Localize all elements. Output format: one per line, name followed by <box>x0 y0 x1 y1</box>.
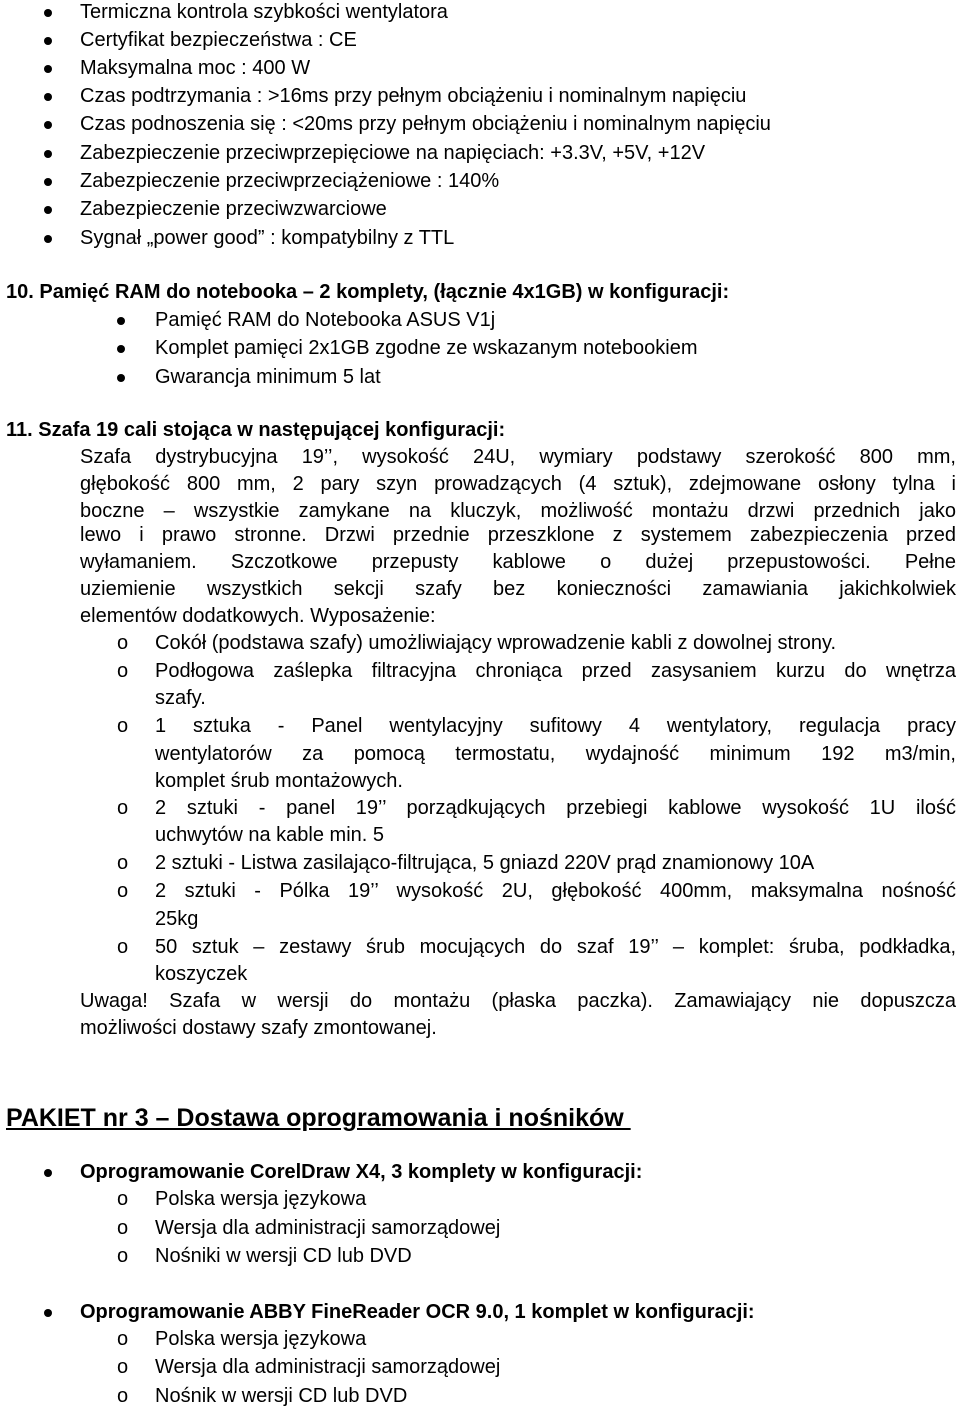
list-item: 1 sztuka - Panel wentylacyjny sufitowy 4 wentylatory, regulacja pracy <box>155 715 956 737</box>
list-marker: o <box>117 880 129 902</box>
list-marker: o <box>117 1188 129 1210</box>
bullet-icon <box>44 1169 52 1177</box>
list-item: Nośnik w wersji CD lub DVD <box>155 1385 408 1407</box>
list-marker: o <box>117 1356 129 1378</box>
list-marker: o <box>117 797 129 819</box>
list-item: szafy. <box>155 687 206 709</box>
bullet-icon <box>44 9 52 17</box>
note-line: możliwości dostawy szafy zmontowanej. <box>80 1017 437 1039</box>
note-line: Uwaga! Szafa w wersji do montażu (płaska paczka). Zamawiający nie dopuszcza <box>80 990 956 1012</box>
list-marker: o <box>117 1245 129 1267</box>
bullet-icon <box>44 65 52 73</box>
bullet-icon <box>117 317 125 325</box>
list-marker: o <box>117 1385 129 1407</box>
list-item: uchwytów na kable min. 5 <box>155 824 385 846</box>
list-item: wentylatorów za pomocą termostatu, wydajność minimum 192 m3/min, <box>155 743 956 765</box>
list-item: Certyfikat bezpieczeństwa : CE <box>80 29 357 51</box>
section-title: 11. Szafa 19 cali stojąca w następującej konfiguracji: <box>6 419 506 441</box>
list-item: koszyczek <box>155 963 248 985</box>
section-title: 10. Pamięć RAM do notebooka – 2 komplety, (łącznie 4x1GB) w konfiguracji: <box>6 281 730 303</box>
list-item: Czas podtrzymania : >16ms przy pełnym obciążeniu i nominalnym napięciu <box>80 85 747 107</box>
paragraph-line: wyłamaniem. Szczotkowe przepusty kablowe o dużej przepustowości. Pełne <box>80 551 956 573</box>
list-item: Czas podnoszenia się : <20ms przy pełnym obciążeniu i nominalnym napięciu <box>80 113 771 135</box>
list-item: Nośniki w wersji CD lub DVD <box>155 1245 412 1267</box>
list-item: Gwarancja minimum 5 lat <box>155 366 381 388</box>
paragraph-line: uziemienie wszystkich sekcji szafy bez konieczności zamawiania jakichkolwiek <box>80 578 956 600</box>
software-item-title: Oprogramowanie CorelDraw X4, 3 komplety w konfiguracji: <box>80 1161 643 1183</box>
package-heading: PAKIET nr 3 – Dostawa oprogramowania i nośników <box>6 1104 631 1132</box>
list-marker: o <box>117 852 129 874</box>
bullet-icon <box>44 93 52 101</box>
list-marker: o <box>117 715 129 737</box>
bullet-icon <box>44 150 52 158</box>
bullet-icon <box>117 374 125 382</box>
list-item: Komplet pamięci 2x1GB zgodne ze wskazanym notebookiem <box>155 337 698 359</box>
paragraph-line: głębokość 800 mm, 2 pary szyn prowadzących (4 sztuk), zdejmowane osłony tylna i <box>80 473 956 495</box>
bullet-icon <box>44 1309 52 1317</box>
list-item: 2 sztuki - panel 19’’ porządkujących przebiegi kablowe wysokość 1U ilość <box>155 797 956 819</box>
bullet-icon <box>117 345 125 353</box>
paragraph-line: lewo i prawo stronne. Drzwi przednie przeszklone z systemem zabezpieczenia przed <box>80 524 956 546</box>
list-item: 2 sztuki - Pólka 19’’ wysokość 2U, głębokość 400mm, maksymalna nośność <box>155 880 956 902</box>
list-item: 2 sztuki - Listwa zasilająco-filtrująca, 5 gniazd 220V prąd znamionowy 10A <box>155 852 815 874</box>
list-item: Wersja dla administracji samorządowej <box>155 1356 501 1378</box>
list-marker: o <box>117 1328 129 1350</box>
list-item: Polska wersja językowa <box>155 1328 367 1350</box>
list-marker: o <box>117 660 129 682</box>
bullet-icon <box>44 178 52 186</box>
list-item: Zabezpieczenie przeciwprzeciążeniowe : 140% <box>80 170 500 192</box>
list-marker: o <box>117 1217 129 1239</box>
list-item: Zabezpieczenie przeciwprzepięciowe na napięciach: +3.3V, +5V, +12V <box>80 142 706 164</box>
software-item-title: Oprogramowanie ABBY FineReader OCR 9.0, 1 komplet w konfiguracji: <box>80 1301 755 1323</box>
list-item: komplet śrub montażowych. <box>155 770 403 792</box>
bullet-icon <box>44 206 52 214</box>
bullet-icon <box>44 235 52 243</box>
bullet-icon <box>44 121 52 129</box>
list-item: 25kg <box>155 908 199 930</box>
list-item: Pamięć RAM do Notebooka ASUS V1j <box>155 309 496 331</box>
paragraph-line: Szafa dystrybucyjna 19’’, wysokość 24U, wymiary podstawy szerokość 800 mm, <box>80 446 956 468</box>
paragraph-line: boczne – wszystkie zamykane na kluczyk, możliwość montażu drzwi przednich jako <box>80 500 956 522</box>
list-item: Wersja dla administracji samorządowej <box>155 1217 501 1239</box>
list-item: Sygnał „power good” : kompatybilny z TTL <box>80 227 455 249</box>
list-item: Zabezpieczenie przeciwzwarciowe <box>80 198 387 220</box>
list-item: Termiczna kontrola szybkości wentylatora <box>80 1 448 23</box>
paragraph-line: elementów dodatkowych. Wyposażenie: <box>80 605 436 627</box>
list-item: Maksymalna moc : 400 W <box>80 57 311 79</box>
list-item: Cokół (podstawa szafy) umożliwiający wprowadzenie kabli z dowolnej strony. <box>155 632 837 654</box>
bullet-icon <box>44 37 52 45</box>
list-marker: o <box>117 632 129 654</box>
list-item: 50 sztuk – zestawy śrub mocujących do szaf 19’’ – komplet: śruba, podkładka, <box>155 936 956 958</box>
list-item: Podłogowa zaślepka filtracyjna chroniąca przed zasysaniem kurzu do wnętrza <box>155 660 956 682</box>
list-item: Polska wersja językowa <box>155 1188 367 1210</box>
list-marker: o <box>117 936 129 958</box>
